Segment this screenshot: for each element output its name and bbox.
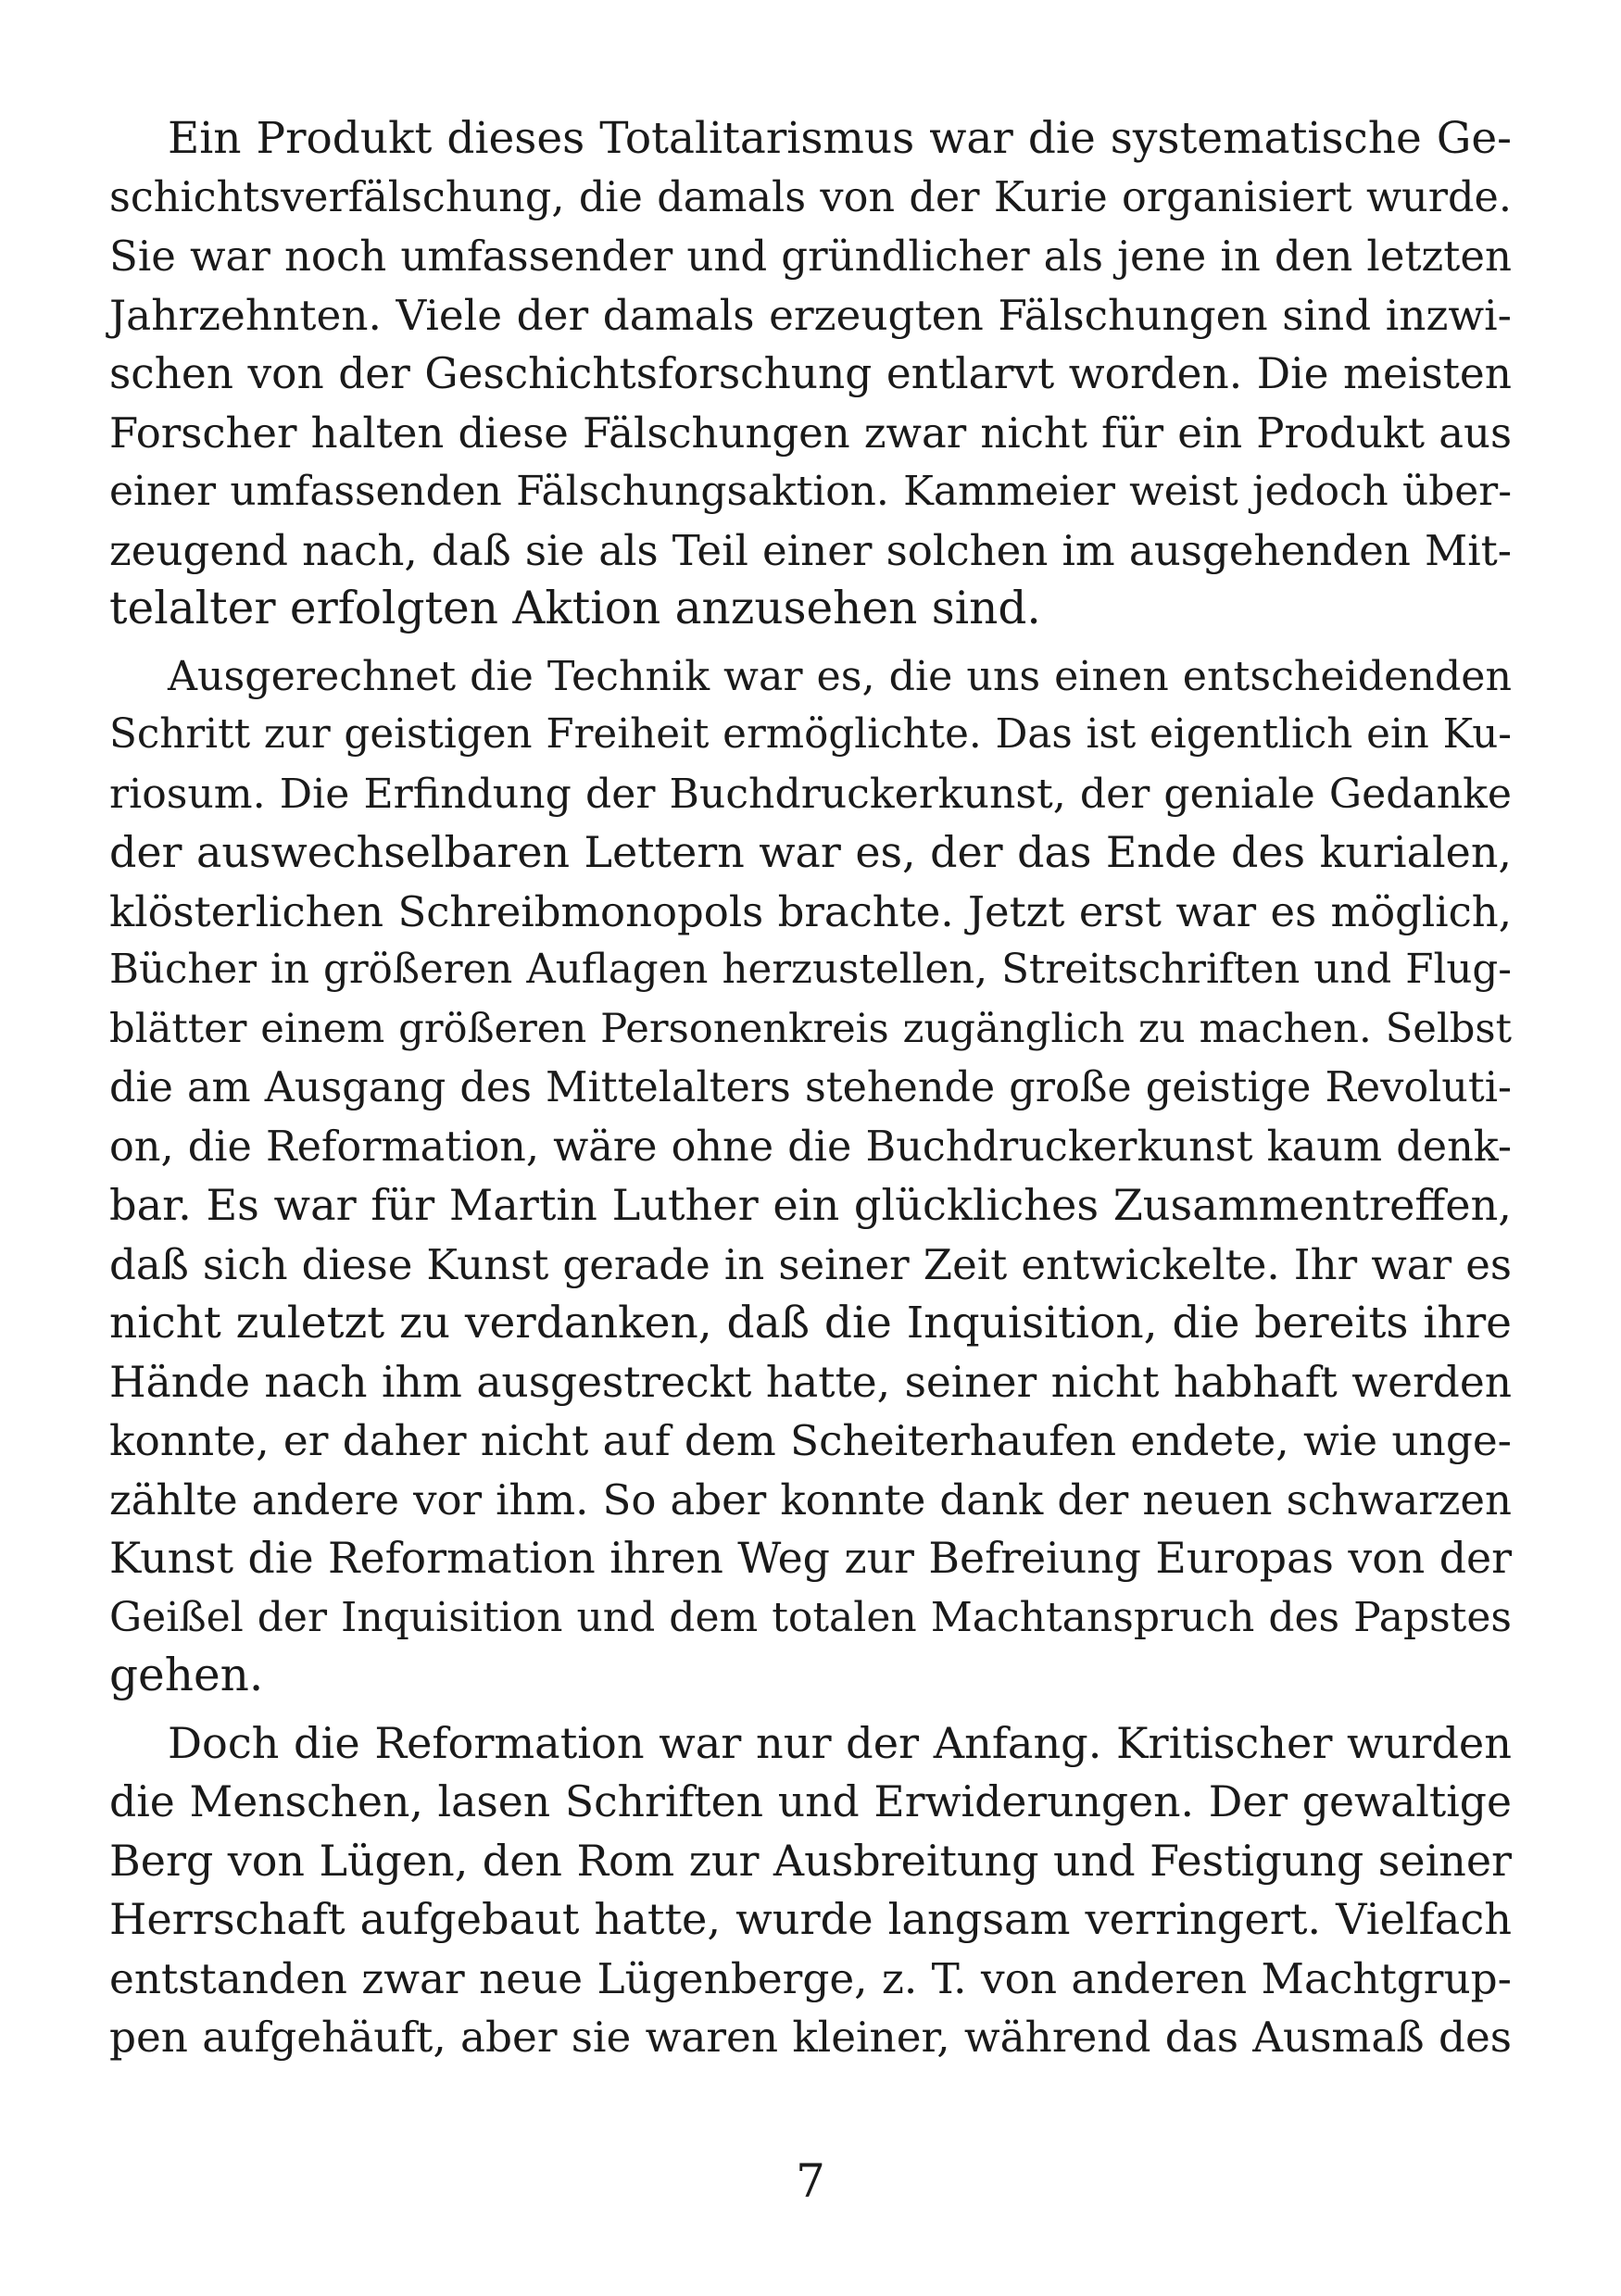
text-line: Ausgerechnet die Technik war es, die uns einen entscheidenden: [168, 652, 1512, 700]
paragraph-2: [109, 647, 1512, 1706]
text-line: on, die Reformation, wäre ohne die Buchdruckerkunst kaum denk-: [109, 1122, 1512, 1171]
text-line: daß sich diese Kunst gerade in seiner Zeit entwickelte. Ihr war es: [109, 1239, 1512, 1289]
text-line: Schritt zur geistigen Freiheit ermöglichte. Das ist eigentlich ein Ku-: [109, 711, 1512, 758]
text-line: Jahrzehnten. Viele der damals erzeugten Fälschungen sind inzwi-: [109, 290, 1512, 340]
text-line: Bücher in größeren Auflagen herzustellen, Streitschriften und Flug-: [109, 947, 1512, 993]
paragraph-1: [109, 109, 1512, 639]
text-line: Berg von Lügen, den Rom zur Ausbreitung und Festigung seiner: [109, 1835, 1512, 1886]
text-line: riosum. Die Erfindung der Buchdruckerkunst, der geniale Gedanke: [109, 770, 1512, 818]
text-line: die Menschen, lasen Schriften und Erwiderungen. Der gewaltige: [109, 1777, 1512, 1826]
text-line: zeugend nach, daß sie als Teil einer solchen im ausgehenden Mit-: [109, 525, 1512, 575]
text-line: schen von der Geschichtsforschung entlarvt worden. Die meisten: [109, 349, 1512, 398]
text-line: Forscher halten diese Fälschungen zwar nicht für ein Produkt aus: [109, 408, 1512, 458]
text-line: entstanden zwar neue Lügenberge, z. T. von anderen Machtgrup-: [109, 1953, 1512, 2003]
text-line: bar. Es war für Martin Luther ein glückliches Zusammentreffen,: [109, 1180, 1512, 1230]
text-line: Sie war noch umfassender und gründlicher als jene in den letzten: [109, 232, 1512, 281]
text-line: Geißel der Inquisition und dem totalen Machtanspruch des Papstes: [109, 1593, 1512, 1641]
text-line: die am Ausgang des Mittelalters stehende große geistige Revoluti-: [109, 1064, 1512, 1111]
text-line: gehen.: [109, 1650, 264, 1701]
paragraph-3: [109, 1714, 1512, 2067]
text-line: Ein Produkt dieses Totalitarismus war die systematische Ge-: [168, 113, 1512, 164]
text-line: Doch die Reformation war nur der Anfang. Kritischer wurden: [168, 1717, 1512, 1768]
text-line: schichtsverfälschung, die damals von der Kurie organisiert wurde.: [109, 172, 1512, 221]
text-line: Hände nach ihm ausgestreckt hatte, seiner nicht habhaft werden: [109, 1357, 1512, 1407]
text-line: Kunst die Reformation ihren Weg zur Befreiung Europas von der: [109, 1533, 1512, 1583]
body-text: [109, 109, 1512, 2076]
text-line: Herrschaft aufgebaut hatte, wurde langsam verringert. Vielfach: [109, 1894, 1512, 1944]
text-line: blätter einem größeren Personenkreis zugänglich zu machen. Selbst: [109, 1005, 1512, 1052]
text-line: der auswechselbaren Lettern war es, der das Ende des kurialen,: [109, 827, 1512, 877]
page-number: 7: [796, 2154, 825, 2208]
text-line: klösterlichen Schreibmonopols brachte. Jetzt erst war es möglich,: [109, 886, 1512, 936]
text-line: nicht zuletzt zu verdanken, daß die Inquisition, die bereits ihre: [109, 1298, 1512, 1349]
text-line: zählte andere vor ihm. So aber konnte dank der neuen schwarzen: [109, 1474, 1512, 1524]
text-line: pen aufgehäuft, aber sie waren kleiner, während das Ausmaß des: [109, 2013, 1512, 2062]
text-line: telalter erfolgten Aktion anzusehen sind.: [109, 583, 1041, 634]
text-line: einer umfassenden Fälschungsaktion. Kammeier weist jedoch über-: [109, 468, 1512, 515]
text-line: konnte, er daher nicht auf dem Scheiterhaufen endete, wie unge-: [109, 1416, 1512, 1465]
